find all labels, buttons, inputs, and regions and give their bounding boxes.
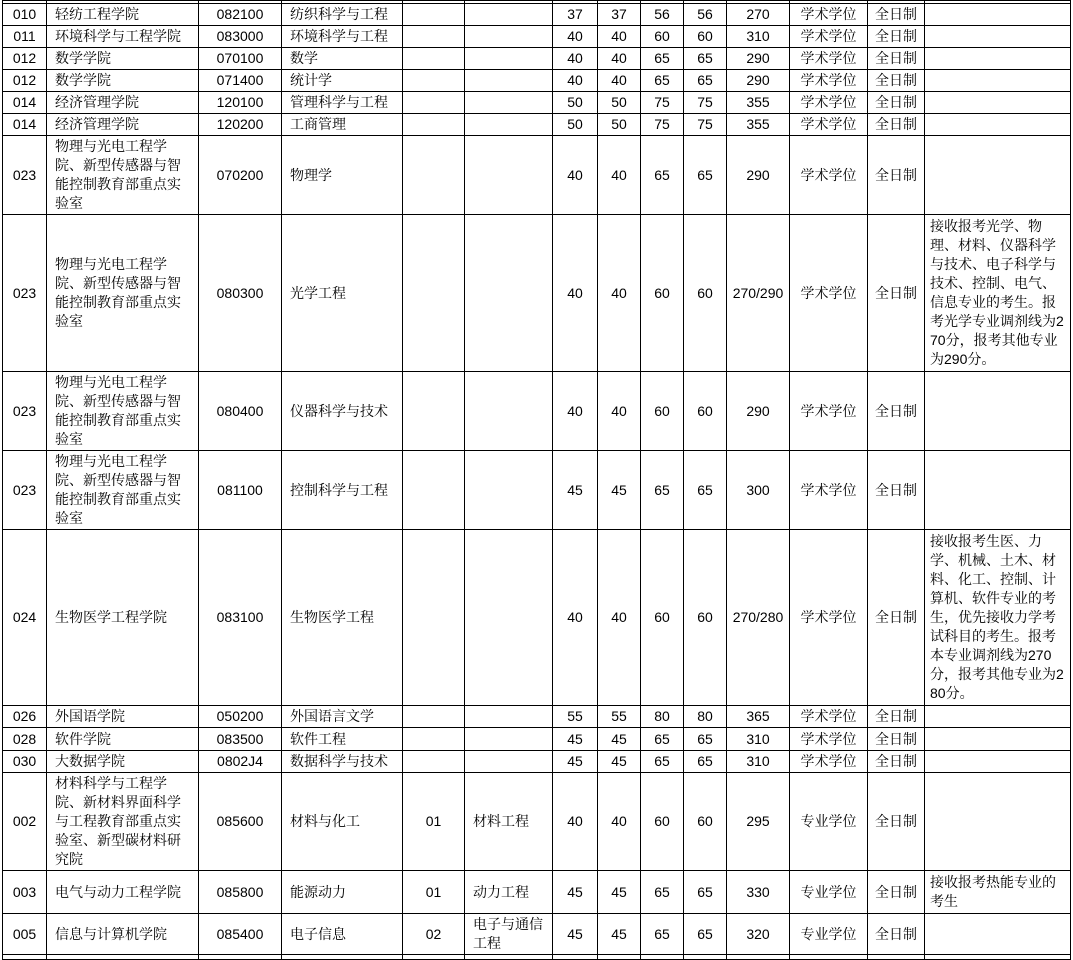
major-code-cell: 085400	[199, 914, 282, 955]
study-mode-cell: 全日制	[868, 136, 925, 215]
score-subject2-cell: 65	[684, 451, 727, 530]
score-politics-cell: 45	[553, 914, 598, 955]
score-subject1-cell: 75	[641, 114, 684, 136]
remark-cell: 接收报考热能专业的考生	[925, 871, 1071, 914]
remark-cell	[925, 728, 1071, 751]
study-mode-cell: 全日制	[868, 728, 925, 751]
score-total-cell: 290	[727, 70, 790, 92]
score-subject1-cell: 65	[641, 728, 684, 751]
score-subject2-cell: 75	[684, 92, 727, 114]
direction-name-cell	[465, 215, 553, 372]
direction-code-cell	[403, 114, 465, 136]
score-politics-cell: 40	[553, 372, 598, 451]
direction-name-cell	[465, 451, 553, 530]
study-mode-cell: 全日制	[868, 48, 925, 70]
score-politics-cell: 50	[553, 92, 598, 114]
score-subject1-cell: 65	[641, 70, 684, 92]
score-subject2-cell: 65	[684, 48, 727, 70]
major-code-cell: 070200	[199, 136, 282, 215]
study-mode-cell: 全日制	[868, 530, 925, 706]
major-code-cell: 050200	[199, 706, 282, 728]
score-total-cell: 355	[727, 114, 790, 136]
score-subject2-cell: 65	[684, 136, 727, 215]
degree-type-cell: 学术学位	[790, 728, 868, 751]
college-name-cell: 物理与光电工程学院、新型传感器与智能控制教育部重点实验室	[47, 372, 199, 451]
empty-cell	[282, 955, 403, 960]
table-row	[3, 4, 1071, 26]
score-politics-cell: 40	[553, 70, 598, 92]
score-politics-cell: 40	[553, 215, 598, 372]
dept-code-cell: 012	[3, 70, 47, 92]
score-total-cell: 270/290	[727, 215, 790, 372]
score-total-cell: 300	[727, 451, 790, 530]
score-politics-cell: 45	[553, 728, 598, 751]
study-mode-cell: 全日制	[868, 92, 925, 114]
score-subject2-cell: 60	[684, 26, 727, 48]
score-subject1-cell: 60	[641, 530, 684, 706]
major-code-cell: 081100	[199, 451, 282, 530]
college-name-cell: 物理与光电工程学院、新型传感器与智能控制教育部重点实验室	[47, 136, 199, 215]
major-code-cell: 080300	[199, 215, 282, 372]
score-politics-cell: 45	[553, 871, 598, 914]
score-subject2-cell: 56	[684, 4, 727, 26]
score-politics-cell: 37	[553, 4, 598, 26]
score-subject2-cell: 60	[684, 773, 727, 871]
direction-name-cell	[465, 372, 553, 451]
empty-cell	[465, 955, 553, 960]
dept-code-cell: 012	[3, 48, 47, 70]
table-row	[3, 114, 1071, 136]
empty-cell	[790, 955, 868, 960]
college-name-cell: 环境科学与工程学院	[47, 26, 199, 48]
table-row	[3, 136, 1071, 215]
college-name-cell: 物理与光电工程学院、新型传感器与智能控制教育部重点实验室	[47, 451, 199, 530]
empty-cell	[403, 955, 465, 960]
remark-cell	[925, 773, 1071, 871]
major-name-cell: 统计学	[282, 70, 403, 92]
dept-code-cell: 003	[3, 871, 47, 914]
remark-cell: 接收报考光学、物理、材料、仪器科学与技术、电子科学与技术、控制、电气、信息专业的考生。报考光学专业调剂线为270分，报考其他专业为290分。	[925, 215, 1071, 372]
score-subject1-cell: 80	[641, 706, 684, 728]
major-code-cell: 083500	[199, 728, 282, 751]
score-language-cell: 40	[598, 70, 641, 92]
study-mode-cell: 全日制	[868, 26, 925, 48]
college-name-cell: 经济管理学院	[47, 114, 199, 136]
study-mode-cell: 全日制	[868, 871, 925, 914]
college-name-cell: 数学学院	[47, 48, 199, 70]
score-language-cell: 40	[598, 215, 641, 372]
remark-cell	[925, 48, 1071, 70]
direction-code-cell	[403, 728, 465, 751]
score-total-cell: 310	[727, 751, 790, 773]
admission-score-table	[2, 0, 1071, 960]
score-language-cell: 40	[598, 48, 641, 70]
major-name-cell: 纺织科学与工程	[282, 4, 403, 26]
score-language-cell: 45	[598, 914, 641, 955]
score-total-cell: 355	[727, 92, 790, 114]
score-total-cell: 310	[727, 26, 790, 48]
score-total-cell: 330	[727, 871, 790, 914]
study-mode-cell: 全日制	[868, 451, 925, 530]
degree-type-cell: 学术学位	[790, 706, 868, 728]
remark-cell	[925, 136, 1071, 215]
direction-name-cell: 动力工程	[465, 871, 553, 914]
table-row	[3, 773, 1071, 871]
direction-name-cell	[465, 751, 553, 773]
direction-code-cell	[403, 215, 465, 372]
degree-type-cell: 学术学位	[790, 48, 868, 70]
table-row	[3, 914, 1071, 955]
direction-code-cell	[403, 530, 465, 706]
major-name-cell: 电子信息	[282, 914, 403, 955]
college-name-cell: 电气与动力工程学院	[47, 871, 199, 914]
study-mode-cell: 全日制	[868, 706, 925, 728]
dept-code-cell: 023	[3, 215, 47, 372]
major-name-cell: 生物医学工程	[282, 530, 403, 706]
dept-code-cell: 023	[3, 136, 47, 215]
table-row	[3, 451, 1071, 530]
major-code-cell: 082100	[199, 4, 282, 26]
table-row	[3, 530, 1071, 706]
direction-name-cell: 材料工程	[465, 773, 553, 871]
partial-row-bottom	[3, 955, 1071, 960]
score-politics-cell: 55	[553, 706, 598, 728]
score-total-cell: 290	[727, 136, 790, 215]
remark-cell	[925, 914, 1071, 955]
dept-code-cell: 002	[3, 773, 47, 871]
major-name-cell: 能源动力	[282, 871, 403, 914]
remark-cell	[925, 26, 1071, 48]
score-total-cell: 290	[727, 48, 790, 70]
score-subject1-cell: 65	[641, 48, 684, 70]
major-name-cell: 数据科学与技术	[282, 751, 403, 773]
dept-code-cell: 005	[3, 914, 47, 955]
major-code-cell: 083000	[199, 26, 282, 48]
score-subject1-cell: 60	[641, 26, 684, 48]
remark-cell	[925, 751, 1071, 773]
college-name-cell: 软件学院	[47, 728, 199, 751]
study-mode-cell: 全日制	[868, 914, 925, 955]
degree-type-cell: 学术学位	[790, 70, 868, 92]
dept-code-cell: 014	[3, 114, 47, 136]
study-mode-cell: 全日制	[868, 70, 925, 92]
table-row	[3, 871, 1071, 914]
score-politics-cell: 40	[553, 48, 598, 70]
study-mode-cell: 全日制	[868, 4, 925, 26]
score-subject1-cell: 65	[641, 451, 684, 530]
score-politics-cell: 40	[553, 136, 598, 215]
direction-code-cell	[403, 92, 465, 114]
score-total-cell: 310	[727, 728, 790, 751]
score-language-cell: 50	[598, 114, 641, 136]
empty-cell	[925, 955, 1071, 960]
score-total-cell: 270	[727, 4, 790, 26]
degree-type-cell: 学术学位	[790, 451, 868, 530]
remark-cell	[925, 372, 1071, 451]
study-mode-cell: 全日制	[868, 773, 925, 871]
score-politics-cell: 45	[553, 751, 598, 773]
study-mode-cell: 全日制	[868, 215, 925, 372]
direction-code-cell	[403, 372, 465, 451]
degree-type-cell: 学术学位	[790, 114, 868, 136]
major-code-cell: 071400	[199, 70, 282, 92]
score-politics-cell: 40	[553, 530, 598, 706]
direction-name-cell	[465, 136, 553, 215]
score-language-cell: 50	[598, 92, 641, 114]
score-subject2-cell: 65	[684, 728, 727, 751]
study-mode-cell: 全日制	[868, 114, 925, 136]
score-subject2-cell: 65	[684, 871, 727, 914]
direction-name-cell	[465, 4, 553, 26]
degree-type-cell: 学术学位	[790, 372, 868, 451]
degree-type-cell: 学术学位	[790, 92, 868, 114]
major-name-cell: 仪器科学与技术	[282, 372, 403, 451]
college-name-cell: 物理与光电工程学院、新型传感器与智能控制教育部重点实验室	[47, 215, 199, 372]
degree-type-cell: 学术学位	[790, 4, 868, 26]
major-code-cell: 120100	[199, 92, 282, 114]
empty-cell	[641, 955, 684, 960]
empty-cell	[199, 955, 282, 960]
score-subject1-cell: 60	[641, 372, 684, 451]
score-total-cell: 365	[727, 706, 790, 728]
score-subject2-cell: 65	[684, 70, 727, 92]
score-politics-cell: 40	[553, 26, 598, 48]
direction-name-cell	[465, 114, 553, 136]
college-name-cell: 大数据学院	[47, 751, 199, 773]
direction-code-cell	[403, 451, 465, 530]
dept-code-cell: 028	[3, 728, 47, 751]
score-subject1-cell: 56	[641, 4, 684, 26]
major-name-cell: 数学	[282, 48, 403, 70]
score-subject2-cell: 65	[684, 914, 727, 955]
table-row	[3, 48, 1071, 70]
score-subject1-cell: 65	[641, 914, 684, 955]
major-name-cell: 外国语言文学	[282, 706, 403, 728]
major-name-cell: 光学工程	[282, 215, 403, 372]
score-subject2-cell: 80	[684, 706, 727, 728]
direction-name-cell	[465, 70, 553, 92]
score-language-cell: 45	[598, 751, 641, 773]
score-language-cell: 45	[598, 451, 641, 530]
score-language-cell: 45	[598, 728, 641, 751]
degree-type-cell: 学术学位	[790, 530, 868, 706]
college-name-cell: 外国语学院	[47, 706, 199, 728]
empty-cell	[727, 955, 790, 960]
score-subject2-cell: 60	[684, 215, 727, 372]
table-row	[3, 215, 1071, 372]
dept-code-cell: 014	[3, 92, 47, 114]
score-subject1-cell: 75	[641, 92, 684, 114]
score-language-cell: 40	[598, 136, 641, 215]
direction-code-cell	[403, 70, 465, 92]
dept-code-cell: 023	[3, 372, 47, 451]
score-language-cell: 40	[598, 773, 641, 871]
direction-name-cell	[465, 530, 553, 706]
score-subject1-cell: 65	[641, 751, 684, 773]
direction-code-cell	[403, 136, 465, 215]
score-subject1-cell: 65	[641, 136, 684, 215]
score-subject2-cell: 60	[684, 372, 727, 451]
major-code-cell: 080400	[199, 372, 282, 451]
major-name-cell: 软件工程	[282, 728, 403, 751]
score-total-cell: 270/280	[727, 530, 790, 706]
score-language-cell: 40	[598, 372, 641, 451]
dept-code-cell: 024	[3, 530, 47, 706]
college-name-cell: 生物医学工程学院	[47, 530, 199, 706]
table-row	[3, 70, 1071, 92]
direction-code-cell: 01	[403, 871, 465, 914]
score-total-cell: 290	[727, 372, 790, 451]
score-language-cell: 55	[598, 706, 641, 728]
direction-code-cell: 01	[403, 773, 465, 871]
score-politics-cell: 50	[553, 114, 598, 136]
score-subject1-cell: 60	[641, 215, 684, 372]
score-subject2-cell: 60	[684, 530, 727, 706]
direction-name-cell	[465, 728, 553, 751]
table-row	[3, 372, 1071, 451]
score-total-cell: 320	[727, 914, 790, 955]
degree-type-cell: 学术学位	[790, 26, 868, 48]
major-code-cell: 070100	[199, 48, 282, 70]
table-row	[3, 706, 1071, 728]
major-name-cell: 工商管理	[282, 114, 403, 136]
direction-name-cell	[465, 48, 553, 70]
study-mode-cell: 全日制	[868, 751, 925, 773]
dept-code-cell: 010	[3, 4, 47, 26]
direction-name-cell	[465, 92, 553, 114]
table-row	[3, 26, 1071, 48]
degree-type-cell: 学术学位	[790, 215, 868, 372]
remark-cell	[925, 114, 1071, 136]
empty-cell	[553, 955, 598, 960]
degree-type-cell: 专业学位	[790, 871, 868, 914]
major-code-cell: 085800	[199, 871, 282, 914]
direction-code-cell	[403, 706, 465, 728]
direction-code-cell: 02	[403, 914, 465, 955]
major-code-cell: 0802J4	[199, 751, 282, 773]
score-politics-cell: 45	[553, 451, 598, 530]
college-name-cell: 经济管理学院	[47, 92, 199, 114]
dept-code-cell: 026	[3, 706, 47, 728]
score-politics-cell: 40	[553, 773, 598, 871]
study-mode-cell: 全日制	[868, 372, 925, 451]
empty-cell	[598, 955, 641, 960]
direction-code-cell	[403, 48, 465, 70]
major-name-cell: 物理学	[282, 136, 403, 215]
score-subject2-cell: 75	[684, 114, 727, 136]
remark-cell	[925, 451, 1071, 530]
score-language-cell: 40	[598, 26, 641, 48]
dept-code-cell: 023	[3, 451, 47, 530]
direction-code-cell	[403, 26, 465, 48]
college-name-cell: 材料科学与工程学院、新材料界面科学与工程教育部重点实验室、新型碳材料研究院	[47, 773, 199, 871]
college-name-cell: 数学学院	[47, 70, 199, 92]
score-language-cell: 40	[598, 530, 641, 706]
dept-code-cell: 030	[3, 751, 47, 773]
remark-cell	[925, 70, 1071, 92]
score-language-cell: 45	[598, 871, 641, 914]
table-body	[3, 1, 1071, 960]
degree-type-cell: 学术学位	[790, 136, 868, 215]
major-name-cell: 控制科学与工程	[282, 451, 403, 530]
empty-cell	[47, 955, 199, 960]
dept-code-cell: 011	[3, 26, 47, 48]
score-total-cell: 295	[727, 773, 790, 871]
table-row	[3, 751, 1071, 773]
college-name-cell: 轻纺工程学院	[47, 4, 199, 26]
direction-code-cell	[403, 4, 465, 26]
score-subject1-cell: 60	[641, 773, 684, 871]
score-subject2-cell: 65	[684, 751, 727, 773]
degree-type-cell: 专业学位	[790, 914, 868, 955]
direction-name-cell	[465, 706, 553, 728]
score-subject1-cell: 65	[641, 871, 684, 914]
direction-code-cell	[403, 751, 465, 773]
table-row	[3, 92, 1071, 114]
remark-cell	[925, 92, 1071, 114]
remark-cell: 接收报考生医、力学、机械、土木、材料、化工、控制、计算机、软件专业的考生，优先接收力学考试科目的考生。报考本专业调剂线为270分，报考其他专业为280分。	[925, 530, 1071, 706]
major-name-cell: 管理科学与工程	[282, 92, 403, 114]
major-name-cell: 材料与化工	[282, 773, 403, 871]
table-row	[3, 728, 1071, 751]
direction-name-cell: 电子与通信工程	[465, 914, 553, 955]
direction-name-cell	[465, 26, 553, 48]
remark-cell	[925, 706, 1071, 728]
empty-cell	[3, 955, 47, 960]
degree-type-cell: 学术学位	[790, 751, 868, 773]
major-code-cell: 085600	[199, 773, 282, 871]
major-name-cell: 环境科学与工程	[282, 26, 403, 48]
empty-cell	[868, 955, 925, 960]
score-language-cell: 37	[598, 4, 641, 26]
degree-type-cell: 专业学位	[790, 773, 868, 871]
college-name-cell: 信息与计算机学院	[47, 914, 199, 955]
remark-cell	[925, 4, 1071, 26]
major-code-cell: 120200	[199, 114, 282, 136]
major-code-cell: 083100	[199, 530, 282, 706]
empty-cell	[684, 955, 727, 960]
